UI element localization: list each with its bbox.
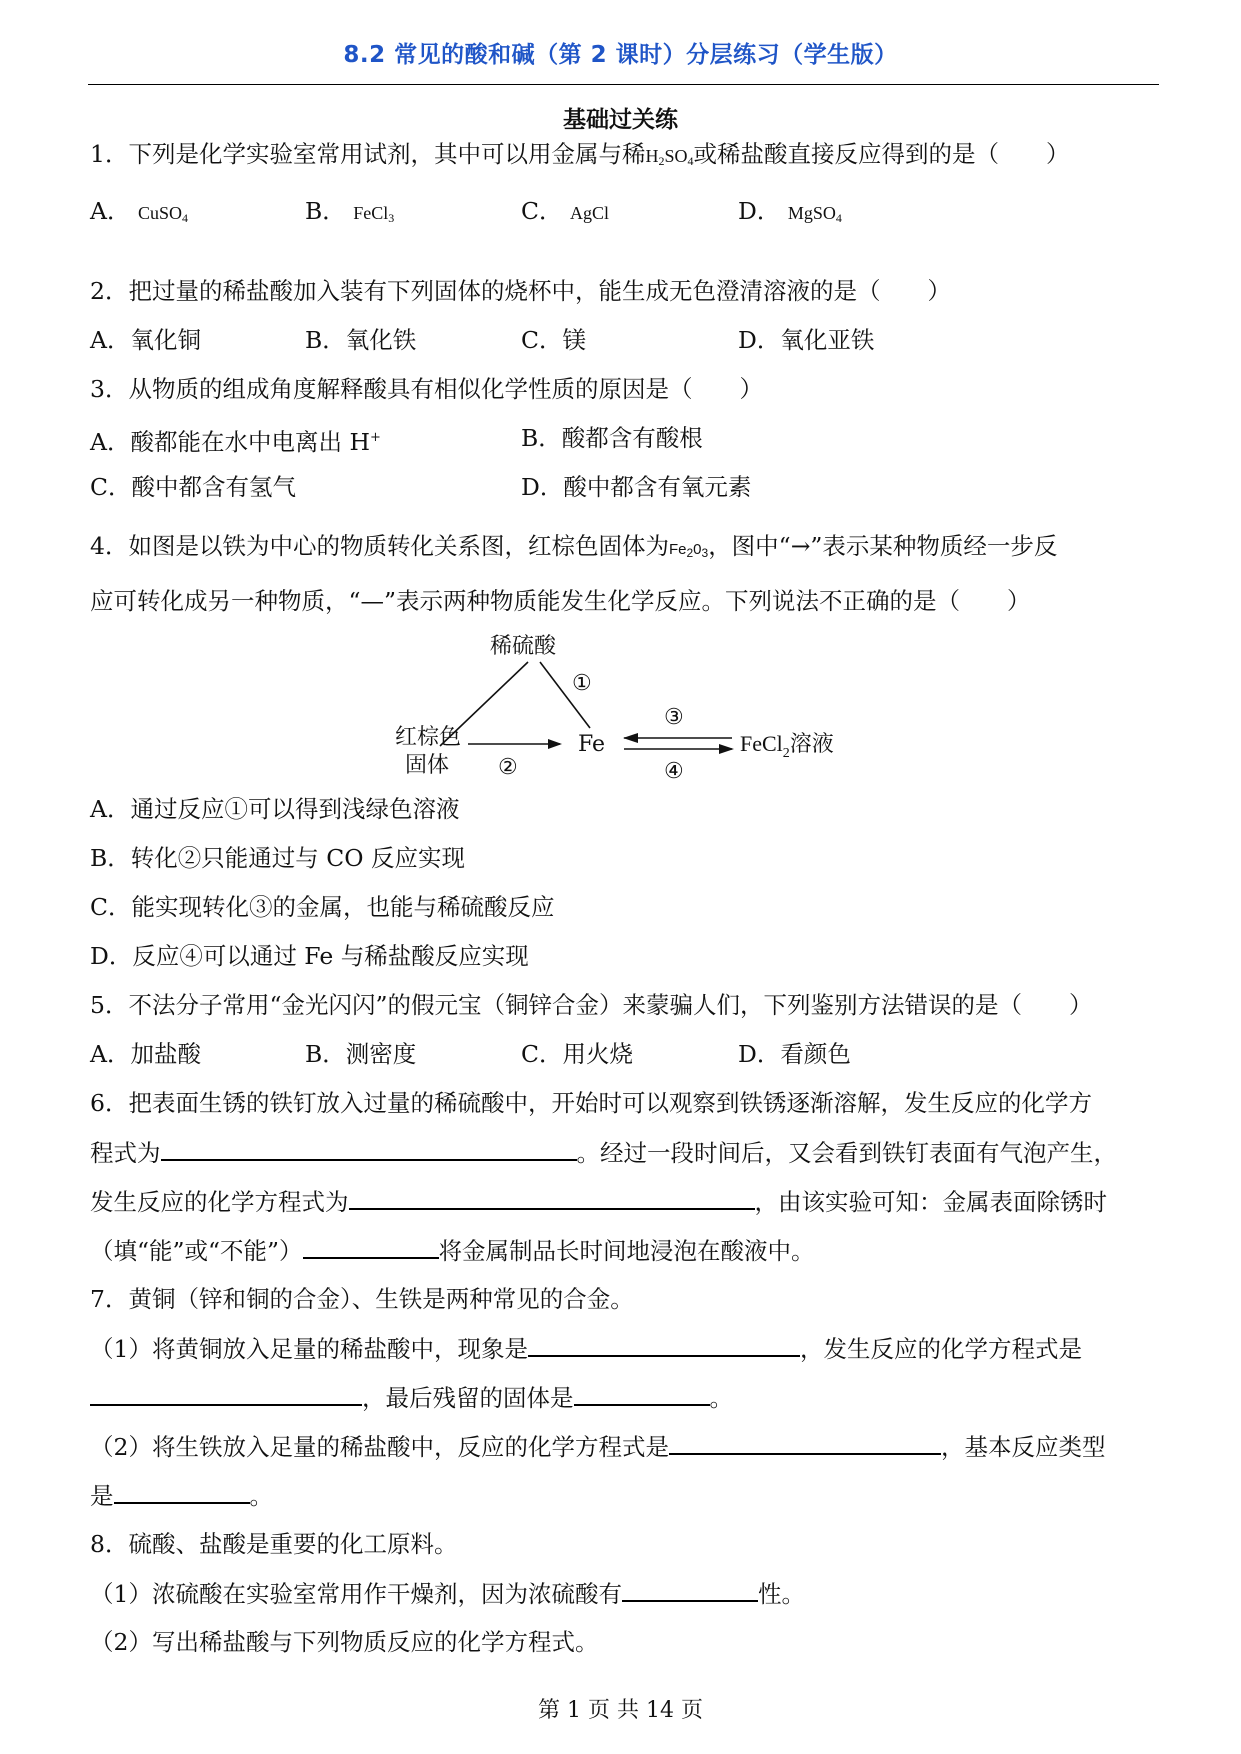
section-title: 基础过关练: [563, 106, 678, 133]
diagram-fe-label: Fe: [578, 732, 606, 757]
answer-blank-7-5[interactable]: [114, 1480, 250, 1504]
question-8-part2: （2）写出稀盐酸与下列物质反应的化学方程式。: [90, 1628, 599, 1656]
iron-conversion-diagram: [380, 620, 870, 790]
diagram-mark-3: ③: [664, 705, 684, 730]
question-2-option-c: C．镁: [521, 326, 586, 354]
h2so4-formula: $H_2SO_4$: [645, 146, 694, 168]
diagram-mark-2: ②: [498, 755, 518, 780]
answer-blank-6-1[interactable]: [161, 1137, 577, 1161]
question-1-option-a: A． CuSO$_4$: [90, 197, 188, 225]
document-title: 8.2 常见的酸和碱（第 2 课时）分层练习（学生版）: [343, 42, 898, 68]
answer-blank-7-2[interactable]: [90, 1382, 362, 1406]
question-4-option-d: D．反应④可以通过 Fe 与稀盐酸反应实现: [90, 942, 529, 970]
question-4-stem-line1: 4．如图是以铁为中心的物质转化关系图，红棕色固体为$Fe_20_3$，图中“→”表示某种物质经一步反: [90, 532, 1058, 560]
question-1-stem: 1．下列是化学实验室常用试剂，其中可以用金属与稀$H_2SO_4$或稀盐酸直接反应得到的是（ ）: [90, 140, 1070, 168]
question-7-part2-line1: （2）将生铁放入足量的稀盐酸中，反应的化学方程式是 ，基本反应类型: [90, 1433, 1106, 1461]
diagram-arrowhead-2: [548, 739, 562, 749]
question-7-part1-line2: ，最后残留的固体是 。: [90, 1382, 733, 1413]
question-7-part1-line1: （1）将黄铜放入足量的稀盐酸中，现象是 ，发生反应的化学方程式是: [90, 1335, 1082, 1363]
question-8-stem: 8．硫酸、盐酸是重要的化工原料。: [90, 1530, 458, 1558]
question-5-option-c: C．用火烧: [521, 1040, 633, 1068]
page-number: 第 1 页 共 14 页: [538, 1698, 703, 1723]
answer-blank-6-3[interactable]: [303, 1235, 439, 1259]
question-6-line2: 程式为 。经过一段时间后，又会看到铁钉表面有气泡产生，: [90, 1139, 1117, 1167]
diagram-arrowhead-4: [623, 733, 638, 743]
diagram-mark-1: ①: [572, 671, 592, 696]
answer-blank-7-3[interactable]: [574, 1382, 710, 1406]
question-3-option-a: A．酸都能在水中电离出 H+: [90, 428, 381, 456]
question-6-line3: 发生反应的化学方程式为 ，由该实验可知：金属表面除锈时: [90, 1188, 1107, 1216]
question-3-stem: 3．从物质的组成角度解释酸具有相似化学性质的原因是（ ）: [90, 375, 763, 403]
question-2-option-b: B．氧化铁: [305, 326, 417, 354]
diagram-solid-label-1: 红棕色: [395, 725, 462, 750]
question-7-stem: 7．黄铜（锌和铜的合金）、生铁是两种常见的合金。: [90, 1285, 634, 1313]
answer-blank-8-1[interactable]: [622, 1578, 758, 1602]
question-5-option-b: B．测密度: [305, 1040, 417, 1068]
diagram-fecl2-label: FeCl$_2$溶液: [740, 731, 834, 761]
question-1-option-d: D． MgSO$_4$: [738, 197, 842, 225]
diagram-acid-label: 稀硫酸: [490, 634, 557, 659]
question-1-option-b: B． FeCl$_3$: [305, 197, 395, 225]
question-4-option-c: C．能实现转化③的金属，也能与稀硫酸反应: [90, 893, 555, 921]
question-3-option-b: B．酸都含有酸根: [521, 424, 703, 452]
question-5-option-a: A．加盐酸: [90, 1040, 201, 1068]
question-2-option-d: D．氧化亚铁: [738, 326, 875, 354]
diagram-mark-4: ④: [664, 759, 684, 784]
diagram-solid-label-2: 固体: [405, 753, 450, 778]
diagram-arrowhead-3: [719, 744, 734, 754]
question-6-line1: 6．把表面生锈的铁钉放入过量的稀硫酸中，开始时可以观察到铁锈逐渐溶解，发生反应的化学方: [90, 1089, 1092, 1117]
question-4-option-a: A．通过反应①可以得到浅绿色溶液: [90, 795, 460, 823]
question-1-option-c: C． AgCl: [521, 197, 609, 225]
question-4-stem-line2: 应可转化成另一种物质，“—”表示两种物质能发生化学反应。下列说法不正确的是（ ）: [90, 587, 1031, 615]
fe2o3-formula: $Fe_20_3$: [668, 541, 709, 560]
answer-blank-7-1[interactable]: [528, 1333, 800, 1357]
question-4-option-b: B．转化②只能通过与 CO 反应实现: [90, 844, 465, 872]
question-3-option-c: C．酸中都含有氢气: [90, 473, 296, 501]
question-8-part1: （1）浓硫酸在实验室常用作干燥剂，因为浓硫酸有 性。: [90, 1580, 805, 1608]
question-7-part2-line2: 是 。: [90, 1482, 273, 1510]
question-2-stem: 2．把过量的稀盐酸加入装有下列固体的烧杯中，能生成无色澄清溶液的是（ ）: [90, 277, 951, 305]
answer-blank-6-2[interactable]: [349, 1186, 755, 1210]
question-5-option-d: D．看颜色: [738, 1040, 851, 1068]
header-divider: [88, 84, 1159, 85]
question-6-line4: （填“能”或“不能”） 将金属制品长时间地浸泡在酸液中。: [90, 1237, 815, 1265]
question-5-stem: 5．不法分子常用“金光闪闪”的假元宝（铜锌合金）来蒙骗人们，下列鉴别方法错误的是（ ）: [90, 991, 1093, 1019]
question-3-option-d: D．酸中都含有氧元素: [521, 473, 752, 501]
question-2-option-a: A．氧化铜: [90, 326, 201, 354]
answer-blank-7-4[interactable]: [669, 1431, 941, 1455]
